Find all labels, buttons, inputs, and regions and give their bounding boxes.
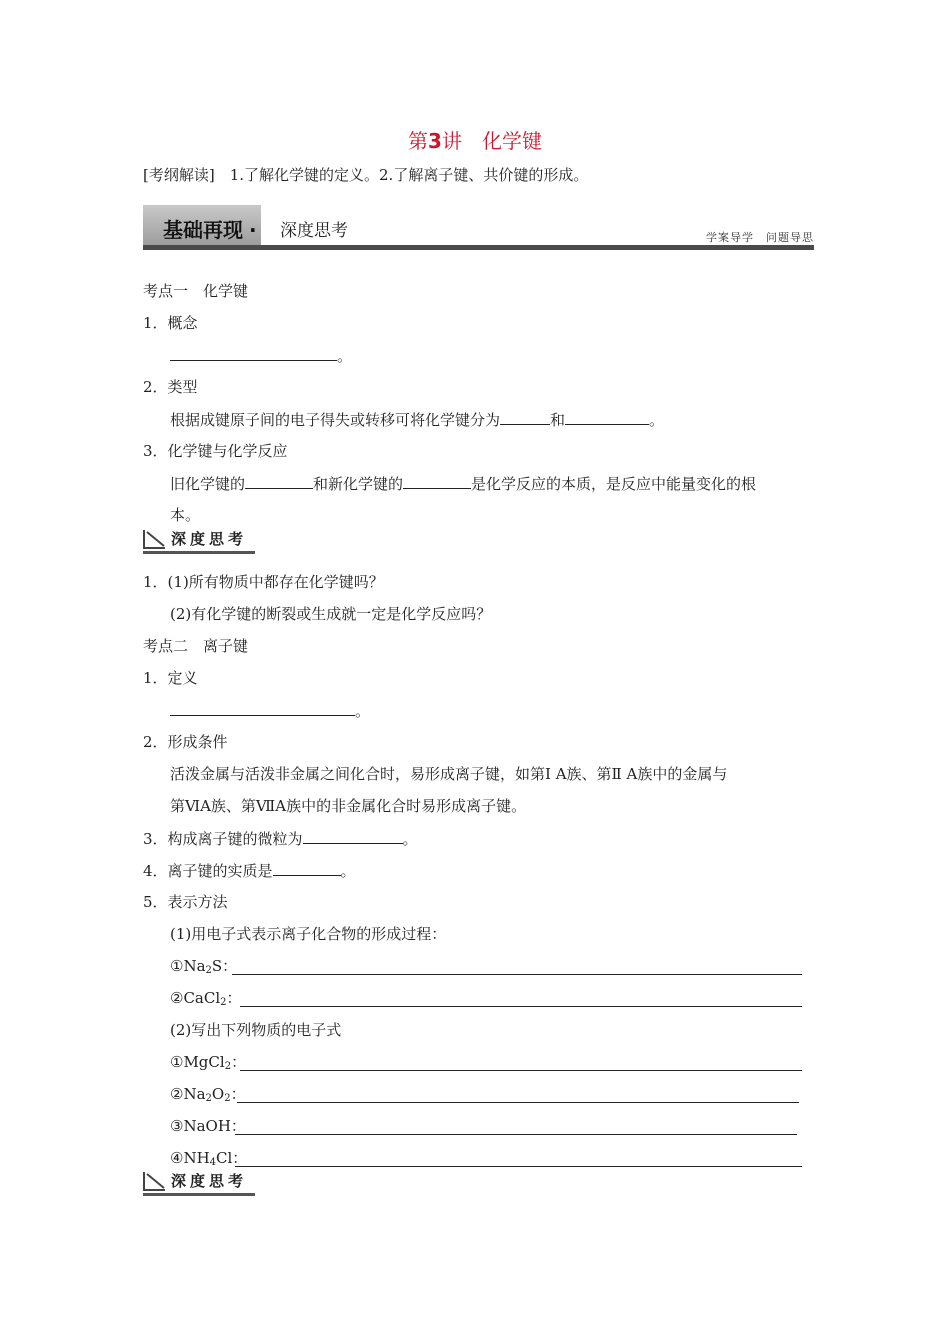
condition-line-1: 活泼金属与活泼非金属之间化合时，易形成离子键，如第Ⅰ A族、第Ⅱ A族中的金属与 [170, 765, 728, 783]
answer-blank[interactable] [235, 1151, 802, 1167]
answer-blank[interactable] [170, 345, 337, 361]
topic-1-item-2: 2．类型 [143, 378, 198, 396]
answer-blank[interactable] [273, 860, 341, 876]
answer-blank[interactable] [240, 991, 802, 1007]
answer-blank[interactable] [565, 409, 649, 425]
topic-2-item-5: 5．表示方法 [143, 893, 228, 911]
topic-1-heading: 考点一 化学键 [143, 282, 249, 300]
answer-blank[interactable] [240, 1055, 802, 1071]
topic-2-heading: 考点二 离子键 [143, 637, 249, 655]
answer-blank[interactable] [237, 1087, 799, 1103]
condition-line-2: 第ⅥA族、第ⅦA族中的非金属化合时易形成离子键。 [170, 797, 527, 815]
nh4cl-line: $④NH_4Cl$： [170, 1149, 248, 1168]
answer-blank[interactable] [232, 959, 802, 975]
deep-thinking-label: 深度思考 [143, 530, 255, 554]
slash-box-icon [143, 530, 165, 549]
answer-blank[interactable] [403, 473, 471, 489]
think-question-2: (2)有化学键的断裂或生成就一定是化学反应吗？ [170, 605, 492, 623]
cacl2-line: ②CaCl$_2$： [170, 989, 242, 1008]
reaction-sentence: 旧化学键的 和新化学键的 是化学反应的本质，是反应中能量变化的根 [170, 475, 757, 493]
slash-box-icon [143, 1172, 165, 1191]
answer-blank[interactable] [245, 473, 313, 489]
concept-answer-line: 。 [170, 345, 352, 366]
answer-blank[interactable] [235, 1119, 797, 1135]
topic-1-item-1: 1．概念 [143, 314, 198, 332]
na2s-line: $①Na_2S$： [170, 957, 238, 976]
naoh-line: ③NaOH： [170, 1117, 246, 1135]
syllabus-line: [考纲解读] 1.了解化学键的定义。2.了解离子键、共价键的形成。 [143, 166, 589, 184]
banner-title: 基础再现 · [163, 218, 257, 242]
think-question-1: 1．(1)所有物质中都存在化学键吗？ [143, 573, 384, 591]
topic-2-item-3: 3．构成离子键的微粒为 。 [143, 830, 418, 848]
types-sentence: 根据成键原子间的电子得失或转移可将化学键分为 和 。 [170, 411, 665, 429]
sub-part-2: (2)写出下列物质的电子式 [170, 1021, 342, 1039]
topic-2-item-2: 2．形成条件 [143, 733, 228, 751]
mgcl2-line: ①MgCl$_2$： [170, 1053, 247, 1072]
section-banner [143, 205, 814, 251]
na2o2-line: $②Na_2O_2$： [170, 1085, 246, 1104]
topic-2-item-1: 1．定义 [143, 669, 198, 687]
deep-thinking-label: 深度思考 [143, 1172, 255, 1196]
reaction-sentence-end: 本。 [170, 506, 201, 524]
topic-1-item-3: 3．化学键与化学反应 [143, 442, 288, 460]
answer-blank[interactable] [500, 409, 550, 425]
definition-answer-line: 。 [170, 700, 370, 721]
answer-blank[interactable] [170, 700, 355, 716]
answer-blank[interactable] [303, 828, 403, 844]
banner-right-caption: 学案导学 问题导思 [706, 231, 814, 244]
topic-2-item-4: 4．离子键的实质是 。 [143, 862, 356, 880]
page-title: 第3讲 化学键 [408, 129, 542, 153]
banner-rule [143, 245, 814, 250]
banner-subtitle: 深度思考 [280, 221, 348, 241]
sub-part-1: (1)用电子式表示离子化合物的形成过程： [170, 925, 447, 943]
